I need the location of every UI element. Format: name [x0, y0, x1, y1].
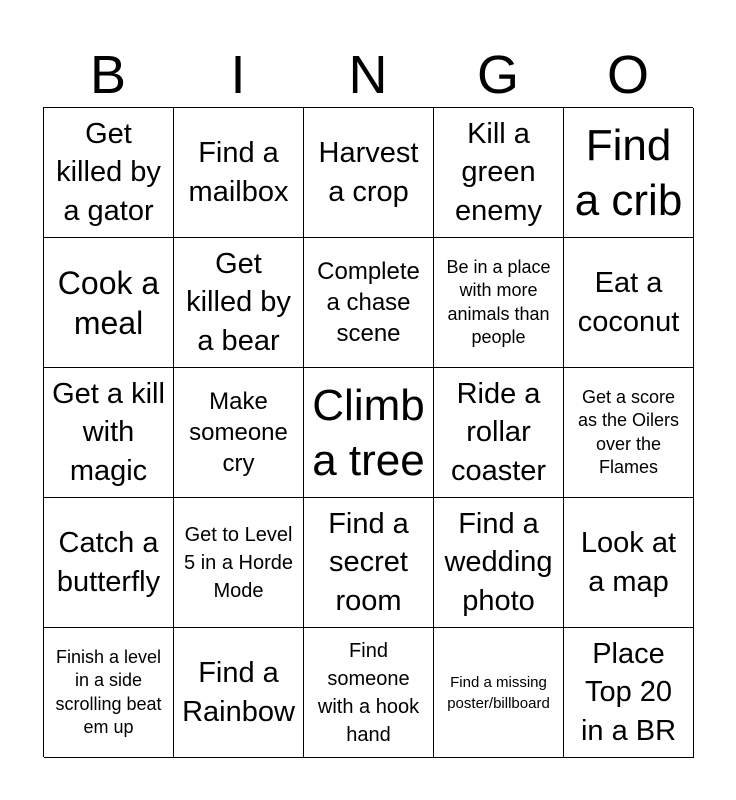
cell-text: Find a Rainbow: [182, 657, 295, 728]
header-letter-i: I: [230, 45, 246, 105]
cell-text: Complete a chase scene: [317, 257, 420, 348]
bingo-board: [43, 107, 693, 757]
header-letter-o: O: [606, 45, 649, 105]
cell-text: Get a score as the Oilers over the Flames: [577, 386, 680, 477]
cell-text: Find a missing poster/billboard: [447, 673, 550, 712]
bingo-cell[interactable]: [304, 238, 434, 368]
bingo-cell[interactable]: [564, 368, 694, 498]
bingo-cell[interactable]: [174, 108, 304, 238]
cell-text: Cook a meal: [57, 264, 160, 341]
cell-text: Kill a green enemy: [454, 118, 543, 227]
bingo-cell[interactable]: [44, 368, 174, 498]
header-letter-g: G: [476, 45, 519, 105]
cell-text: Find a crib: [574, 120, 683, 225]
cell-text: Get killed by a bear: [186, 248, 291, 357]
bingo-cell[interactable]: [174, 238, 304, 368]
bingo-cell[interactable]: [304, 368, 434, 498]
cell-text: Make someone cry: [189, 387, 288, 478]
cell-text: Eat a coconut: [577, 267, 680, 338]
cell-text: Find someone with a hook hand: [317, 639, 420, 746]
bingo-header: [43, 44, 693, 106]
cell-text: Catch a butterfly: [56, 527, 161, 598]
bingo-cell[interactable]: [304, 498, 434, 628]
bingo-cell[interactable]: [174, 498, 304, 628]
bingo-cell[interactable]: [564, 108, 694, 238]
header-letter-b: B: [89, 45, 127, 105]
cell-text: Get killed by a gator: [56, 118, 161, 227]
bingo-cell[interactable]: [434, 238, 564, 368]
bingo-cell[interactable]: [304, 108, 434, 238]
bingo-cell[interactable]: [44, 498, 174, 628]
bingo-cell[interactable]: [44, 108, 174, 238]
cell-text: Finish a level in a side scrolling beat em up: [55, 646, 162, 737]
cell-text: Harvest a crop: [318, 137, 419, 208]
cell-text: Ride a rollar coaster: [450, 378, 547, 487]
bingo-cell[interactable]: [174, 628, 304, 758]
bingo-cell[interactable]: [174, 368, 304, 498]
cell-text: Find a mailbox: [188, 137, 289, 208]
bingo-cell[interactable]: [434, 368, 564, 498]
cell-text: Get to Level 5 in a Horde Mode: [184, 523, 293, 602]
bingo-cell[interactable]: [434, 108, 564, 238]
bingo-cell[interactable]: [564, 628, 694, 758]
cell-text: Climb a tree: [312, 380, 425, 485]
header-letter-n: N: [348, 45, 388, 105]
cell-text: Get a kill with magic: [52, 378, 165, 487]
cell-text: Find a secret room: [328, 508, 409, 617]
bingo-cell[interactable]: [564, 238, 694, 368]
cell-text: Find a wedding photo: [444, 508, 553, 617]
cell-text: Be in a place with more animals than people: [446, 256, 551, 347]
bingo-cell[interactable]: [434, 498, 564, 628]
bingo-cell[interactable]: [44, 628, 174, 758]
bingo-cell[interactable]: [44, 238, 174, 368]
cell-text: Place Top 20 in a BR: [580, 638, 677, 747]
cell-text: Look at a map: [580, 527, 677, 598]
bingo-cell[interactable]: [434, 628, 564, 758]
bingo-cell[interactable]: [564, 498, 694, 628]
bingo-cell[interactable]: [304, 628, 434, 758]
